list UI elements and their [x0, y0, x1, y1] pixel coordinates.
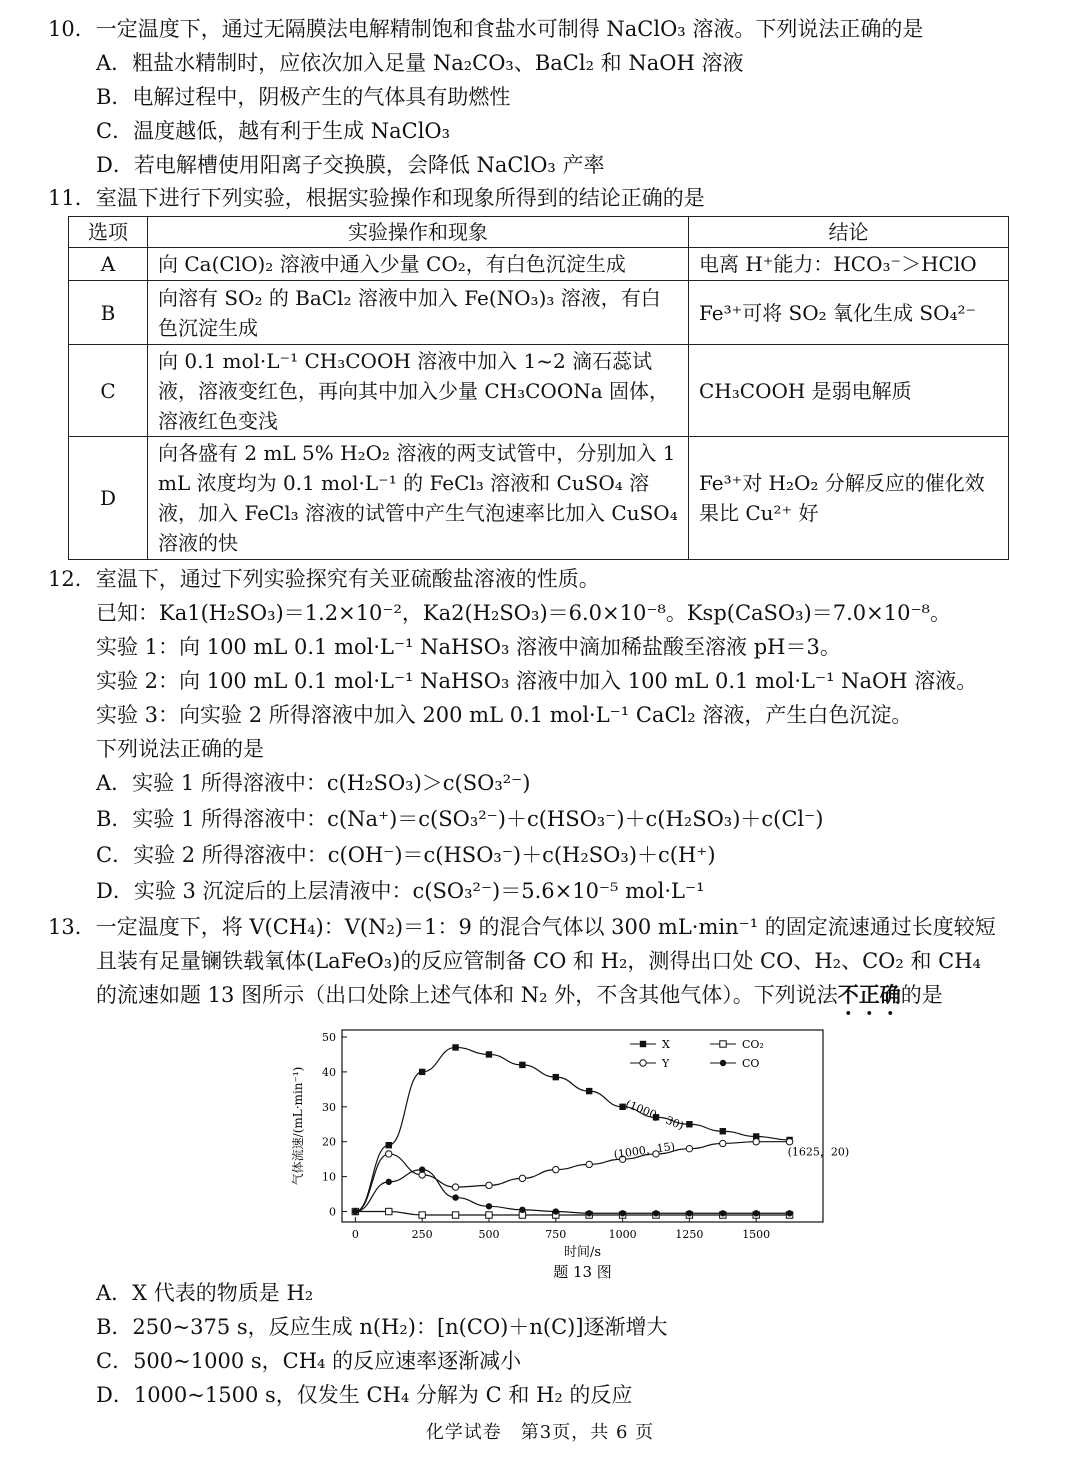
data-point-Y	[452, 1184, 458, 1190]
data-point-CO	[619, 1210, 625, 1216]
data-point-Y	[753, 1139, 759, 1145]
legend-marker	[640, 1041, 646, 1047]
data-point-Y	[720, 1140, 726, 1146]
q12-experiment-2: 实验 2：向 100 mL 0.1 mol·L⁻¹ NaHSO₃ 溶液中加入 100 mL 0.1 mol·L⁻¹ NaOH 溶液。	[96, 669, 978, 693]
table-row	[69, 345, 1009, 437]
data-point-Y	[486, 1182, 492, 1188]
annotation-label: (1000，15)	[612, 1139, 676, 1162]
row-operation: 向溶有 SO₂ 的 BaCl₂ 溶液中加入 Fe(NO₃)₃ 溶液，有白色沉淀生成	[148, 281, 689, 345]
q12-experiment-1: 实验 1：向 100 mL 0.1 mol·L⁻¹ NaHSO₃ 溶液中滴加稀盐酸至溶液 pH＝3。	[96, 635, 841, 659]
x-tick-label: 250	[411, 1228, 433, 1241]
header-conclusion: 结论	[689, 217, 1009, 248]
row-conclusion: 电离 H⁺能力：HCO₃⁻＞HClO	[689, 248, 1009, 281]
q10-stem: 10．一定温度下，通过无隔膜法电解精制饱和食盐水可制得 NaClO₃ 溶液。下列说法正确的是	[48, 17, 924, 41]
q13-stem-line3	[96, 980, 943, 1020]
data-point-CO	[519, 1207, 525, 1213]
x-axis-label: 时间/s	[563, 1245, 602, 1260]
data-point-X	[419, 1069, 425, 1075]
q12-ask: 下列说法正确的是	[96, 737, 264, 761]
data-point-CO	[586, 1210, 592, 1216]
x-tick-label: 1250	[675, 1228, 704, 1241]
table-row	[69, 437, 1009, 560]
header-operation: 实验操作和现象	[148, 217, 689, 248]
q11-stem: 11．室温下进行下列实验，根据实验操作和现象所得到的结论正确的是	[48, 186, 705, 210]
x-tick-label: 750	[545, 1228, 567, 1241]
q12-stem: 12．室温下，通过下列实验探究有关亚硫酸盐溶液的性质。	[48, 567, 600, 591]
q13-option-d: D．1000~1500 s，仅发生 CH₄ 分解为 C 和 H₂ 的反应	[96, 1383, 633, 1407]
y-tick-label: 0	[329, 1205, 336, 1219]
annotation-label: (1625，20)	[787, 1145, 850, 1159]
q13-stem-tail: 的是	[900, 983, 943, 1007]
chart-svg	[280, 1020, 850, 1290]
row-option: D	[69, 437, 148, 560]
q13-stem-line2: 且装有足量镧铁载氧体(LaFeO₃)的反应管制备 CO 和 H₂，测得出口处 CO、H₂、CO₂ 和 CH₄	[96, 949, 981, 973]
figure-caption: 题 13 图	[553, 1263, 612, 1281]
y-tick-label: 30	[322, 1100, 336, 1114]
q10-option-b: B．电解过程中，阴极产生的气体具有助燃性	[96, 85, 511, 109]
q13-stem-text: 的流速如题 13 图所示（出口处除上述气体和 N₂ 外，不含其他气体）。下列说法	[96, 983, 838, 1007]
data-point-CO₂	[386, 1208, 392, 1214]
table-header-row	[69, 217, 1009, 248]
table-row	[69, 248, 1009, 281]
q10-option-a: A．粗盐水精制时，应依次加入足量 Na₂CO₃、BaCl₂ 和 NaOH 溶液	[96, 51, 744, 75]
data-point-X	[486, 1051, 492, 1057]
y-tick-label: 20	[322, 1135, 336, 1149]
data-point-Y	[519, 1175, 525, 1181]
legend-marker	[720, 1041, 726, 1047]
row-operation: 向 0.1 mol·L⁻¹ CH₃COOH 溶液中加入 1~2 滴石蕊试液，溶液变红色，再向其中加入少量 CH₃COONa 固体，溶液红色变浅	[148, 345, 689, 437]
data-point-CO	[753, 1210, 759, 1216]
flow-rate-chart	[280, 1020, 850, 1290]
x-tick-label: 0	[351, 1228, 359, 1241]
data-point-Y	[786, 1139, 792, 1145]
table-row	[69, 281, 1009, 345]
data-point-CO	[720, 1210, 726, 1216]
row-option: C	[69, 345, 148, 437]
q13-option-c: C．500~1000 s，CH₄ 的反应速率逐渐减小	[96, 1349, 522, 1373]
q13-stem-line1: 13．一定温度下，将 V(CH₄)：V(N₂)＝1：9 的混合气体以 300 mL·min⁻¹ 的固定流速通过长度较短	[48, 915, 996, 939]
legend-label: X	[662, 1038, 670, 1051]
q10-option-d: D．若电解槽使用阳离子交换膜，会降低 NaClO₃ 产率	[96, 153, 605, 177]
y-tick-label: 10	[322, 1170, 336, 1184]
header-option: 选项	[69, 217, 148, 248]
row-option: A	[69, 248, 148, 281]
q13-option-b: B．250~375 s，反应生成 n(H₂)：[n(CO)＋n(C)]逐渐增大	[96, 1315, 668, 1339]
data-point-CO	[452, 1194, 458, 1200]
x-tick-label: 1000	[608, 1228, 637, 1241]
experiment-table	[68, 216, 1009, 560]
q13-emphasis: 不正确	[837, 982, 901, 1007]
row-option: B	[69, 281, 148, 345]
data-point-CO₂	[452, 1212, 458, 1218]
annotation-label: (1000，30)	[623, 1097, 686, 1133]
data-point-X	[686, 1121, 692, 1127]
data-point-X	[452, 1044, 458, 1050]
data-point-CO	[419, 1166, 425, 1172]
q12-option-a: A．实验 1 所得溶液中：c(H₂SO₃)＞c(SO₃²⁻)	[96, 771, 531, 795]
row-conclusion: Fe³⁺对 H₂O₂ 分解反应的催化效果比 Cu²⁺ 好	[689, 437, 1009, 560]
x-tick-label: 500	[478, 1228, 500, 1241]
data-point-CO₂	[486, 1212, 492, 1218]
y-axis-label: 气体流速/(mL·min⁻¹)	[291, 1066, 305, 1186]
data-point-X	[519, 1062, 525, 1068]
q12-experiment-3: 实验 3：向实验 2 所得溶液中加入 200 mL 0.1 mol·L⁻¹ CaCl₂ 溶液，产生白色沉淀。	[96, 703, 913, 727]
data-point-CO₂	[419, 1212, 425, 1218]
data-point-CO	[553, 1208, 559, 1214]
data-point-CO	[653, 1210, 659, 1216]
q12-option-d: D．实验 3 沉淀后的上层清液中：c(SO₃²⁻)＝5.6×10⁻⁵ mol·L⁻¹	[96, 879, 705, 903]
x-tick-label: 1500	[742, 1228, 771, 1241]
data-point-X	[720, 1128, 726, 1134]
q10-option-c: C．温度越低，越有利于生成 NaClO₃	[96, 119, 451, 143]
data-point-X	[553, 1074, 559, 1080]
data-point-CO	[486, 1203, 492, 1209]
data-point-X	[386, 1142, 392, 1148]
row-operation: 向 Ca(ClO)₂ 溶液中通入少量 CO₂，有白色沉淀生成	[148, 248, 689, 281]
data-point-CO	[352, 1208, 358, 1214]
data-point-CO	[786, 1210, 792, 1216]
row-conclusion: Fe³⁺可将 SO₂ 氧化生成 SO₄²⁻	[689, 281, 1009, 345]
legend-label: CO₂	[742, 1038, 764, 1051]
data-point-CO	[386, 1179, 392, 1185]
data-point-X	[586, 1088, 592, 1094]
row-conclusion: CH₃COOH 是弱电解质	[689, 345, 1009, 437]
q12-known: 已知：Ka1(H₂SO₃)＝1.2×10⁻²，Ka2(H₂SO₃)＝6.0×10⁻⁸。Ksp(CaSO₃)＝7.0×10⁻⁸。	[96, 601, 951, 625]
row-operation: 向各盛有 2 mL 5% H₂O₂ 溶液的两支试管中，分别加入 1 mL 浓度均为 0.1 mol·L⁻¹ 的 FeCl₃ 溶液和 CuSO₄ 溶液，加入 FeCl₃ 溶液的试管中产生气泡速率比加入 CuSO₄ 溶液的快	[148, 437, 689, 560]
data-point-CO	[686, 1210, 692, 1216]
q12-option-b: B．实验 1 所得溶液中：c(Na⁺)＝c(SO₃²⁻)＋c(HSO₃⁻)＋c(H₂SO₃)＋c(Cl⁻)	[96, 807, 824, 831]
y-tick-label: 50	[322, 1030, 336, 1044]
data-point-Y	[386, 1151, 392, 1157]
legend-label: CO	[742, 1057, 760, 1070]
y-tick-label: 40	[322, 1065, 336, 1079]
page-footer: 化学试卷 第3页，共 6 页	[425, 1422, 655, 1443]
legend-label: Y	[662, 1057, 670, 1070]
data-point-Y	[586, 1161, 592, 1167]
legend-marker	[720, 1060, 726, 1066]
q13-option-a: A．X 代表的物质是 H₂	[96, 1281, 314, 1305]
data-point-Y	[686, 1145, 692, 1151]
q12-option-c: C．实验 2 所得溶液中：c(OH⁻)＝c(HSO₃⁻)＋c(H₂SO₃)＋c(H⁺)	[96, 843, 716, 867]
legend-marker	[640, 1060, 646, 1066]
data-point-Y	[553, 1166, 559, 1172]
